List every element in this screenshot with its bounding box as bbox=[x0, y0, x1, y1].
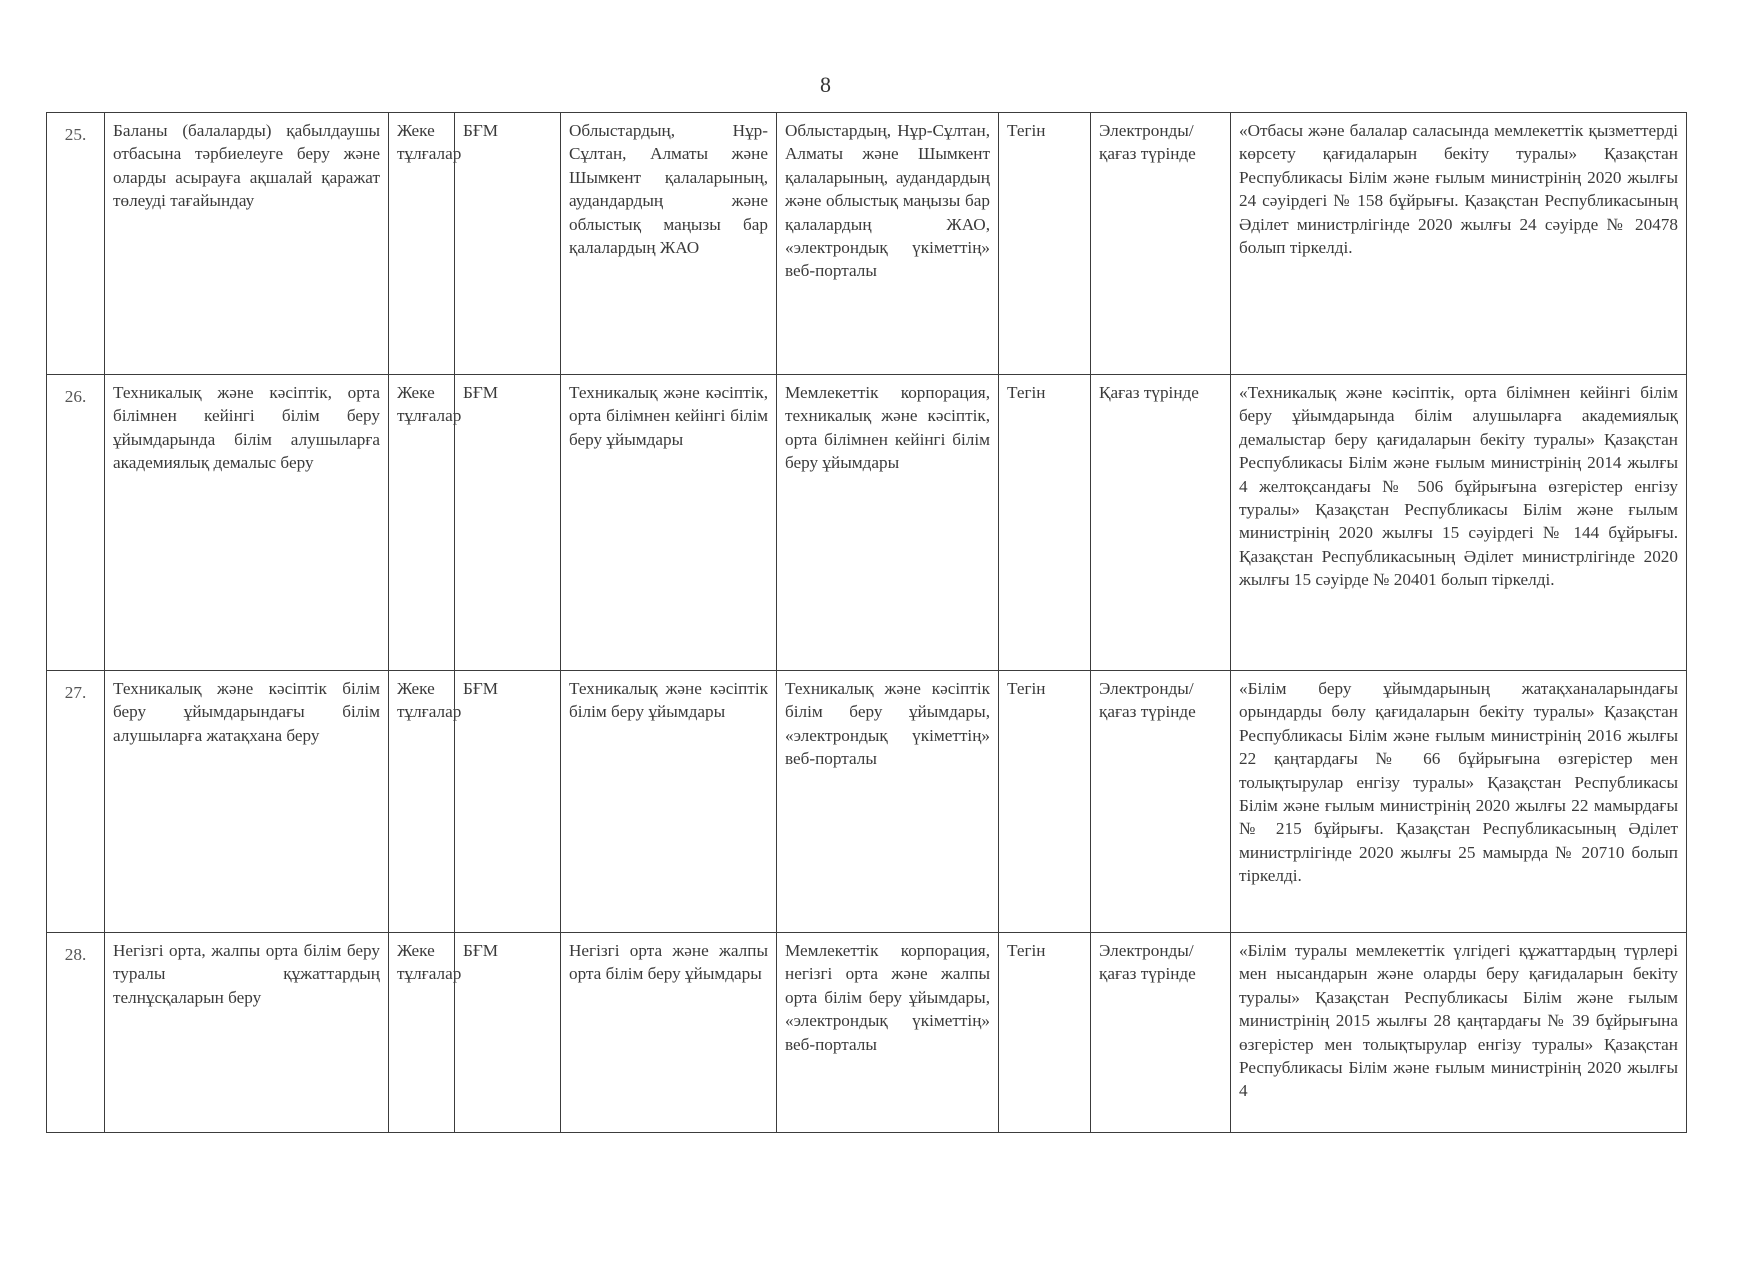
service-provider: Облыстардың, Нұр-Сұлтан, Алматы және Шымкент қалаларының, аудандардың және облыстық маңызы бар қалалардың ЖАО bbox=[561, 113, 777, 375]
row-number: 25. bbox=[47, 113, 105, 375]
service-name: Техникалық және кәсіптік білім беру ұйымдарындағы білім алушыларға жатақхана беру bbox=[105, 671, 389, 933]
service-form: Электронды/ қағаз түрінде bbox=[1091, 933, 1231, 1133]
application-channel: Техникалық және кәсіптік білім беру ұйымдары, «электрондық үкіметтің» веб-порталы bbox=[777, 671, 999, 933]
regulation: «Отбасы және балалар саласында мемлекеттік қызметтерді көрсету қағидаларын бекіту туралы» Қазақстан Республикасы Білім және ғылым министрінің 2020 жылғы 24 сәуірдегі № 158 бұйрығы. Қазақстан Республикасының Әділет министрлігінде 2020 жылғы 24 сәуірде № 20478 болып тіркелді. bbox=[1231, 113, 1687, 375]
regulation: «Білім беру ұйымдарының жатақханаларындағы орындарды бөлу қағидаларын бекіту туралы» Қазақстан Республикасы Білім және ғылым министрінің 2016 жылғы 22 қаңтардағы № 66 бұйрығына өзгерістер мен толықтырулар енгізу туралы» Қазақстан Республикасы Білім және ғылым министрінің 2020 жылғы 22 мамырдағы № 215 бұйрығы. Қазақстан Республикасының Әділет министрлігінде 2020 жылғы 25 мамырда № 20710 болып тіркелді. bbox=[1231, 671, 1687, 933]
application-channel: Облыстардың, Нұр-Сұлтан, Алматы және Шымкент қалаларының, аудандардың және облыстық маңызы бар қалалардың ЖАО, «электрондық үкіметтің» веб-порталы bbox=[777, 113, 999, 375]
cost: Тегін bbox=[999, 933, 1091, 1133]
cost: Тегін bbox=[999, 375, 1091, 671]
table-row bbox=[47, 671, 1687, 933]
ministry: БҒМ bbox=[455, 113, 561, 375]
recipient: Жеке тұлғалар bbox=[389, 933, 455, 1133]
table-row bbox=[47, 933, 1687, 1133]
ministry: БҒМ bbox=[455, 933, 561, 1133]
ministry: БҒМ bbox=[455, 671, 561, 933]
service-form: Электронды/ қағаз түрінде bbox=[1091, 671, 1231, 933]
service-provider: Техникалық және кәсіптік, орта білімнен кейінгі білім беру ұйымдары bbox=[561, 375, 777, 671]
page-number: 8 bbox=[820, 72, 831, 97]
service-name: Негізгі орта, жалпы орта білім беру туралы құжаттардың телнұсқаларын беру bbox=[105, 933, 389, 1133]
service-provider: Негізгі орта және жалпы орта білім беру ұйымдары bbox=[561, 933, 777, 1133]
row-number: 27. bbox=[47, 671, 105, 933]
services-table bbox=[46, 112, 1687, 1133]
cost: Тегін bbox=[999, 671, 1091, 933]
ministry: БҒМ bbox=[455, 375, 561, 671]
row-number: 26. bbox=[47, 375, 105, 671]
cost: Тегін bbox=[999, 113, 1091, 375]
service-form: Электронды/ қағаз түрінде bbox=[1091, 113, 1231, 375]
table-row bbox=[47, 113, 1687, 375]
service-name: Баланы (балаларды) қабылдаушы отбасына тәрбиелеуге беру және оларды асырауға ақшалай қаражат төлеуді тағайындау bbox=[105, 113, 389, 375]
row-number: 28. bbox=[47, 933, 105, 1133]
application-channel: Мемлекеттік корпорация, техникалық және кәсіптік, орта білімнен кейінгі білім беру ұйымдары bbox=[777, 375, 999, 671]
service-form: Қағаз түрінде bbox=[1091, 375, 1231, 671]
recipient: Жеке тұлғалар bbox=[389, 375, 455, 671]
service-provider: Техникалық және кәсіптік білім беру ұйымдары bbox=[561, 671, 777, 933]
regulation: «Білім туралы мемлекеттік үлгідегі құжаттардың түрлері мен нысандарын және оларды беру қағидаларын бекіту туралы» Қазақстан Республикасы Білім және ғылым министрінің 2015 жылғы 28 қаңтардағы № 39 бұйрығына өзгерістер мен толықтырулар енгізу туралы» Қазақстан Республикасы Білім және ғылым министрінің 2020 жылғы 4 bbox=[1231, 933, 1687, 1133]
application-channel: Мемлекеттік корпорация, негізгі орта және жалпы орта білім беру ұйымдары, «электрондық үкіметтің» веб-порталы bbox=[777, 933, 999, 1133]
recipient: Жеке тұлғалар bbox=[389, 113, 455, 375]
recipient: Жеке тұлғалар bbox=[389, 671, 455, 933]
service-name: Техникалық және кәсіптік, орта білімнен кейінгі білім беру ұйымдарында білім алушыларға академиялық демалыс беру bbox=[105, 375, 389, 671]
regulation: «Техникалық және кәсіптік, орта білімнен кейінгі білім беру ұйымдарында білім алушыларға академиялық демалыстар беру қағидаларын бекіту туралы» Қазақстан Республикасы Білім және ғылым министрінің 2014 жылғы 4 желтоқсандағы № 506 бұйрығына өзгерістер енгізу туралы» Қазақстан Республикасы Білім және ғылым министрінің 2020 жылғы 15 сәуірдегі № 144 бұйрығы. Қазақстан Республикасының Әділет министрлігінде 2020 жылғы 15 сәуірде № 20401 болып тіркелді. bbox=[1231, 375, 1687, 671]
table-row bbox=[47, 375, 1687, 671]
